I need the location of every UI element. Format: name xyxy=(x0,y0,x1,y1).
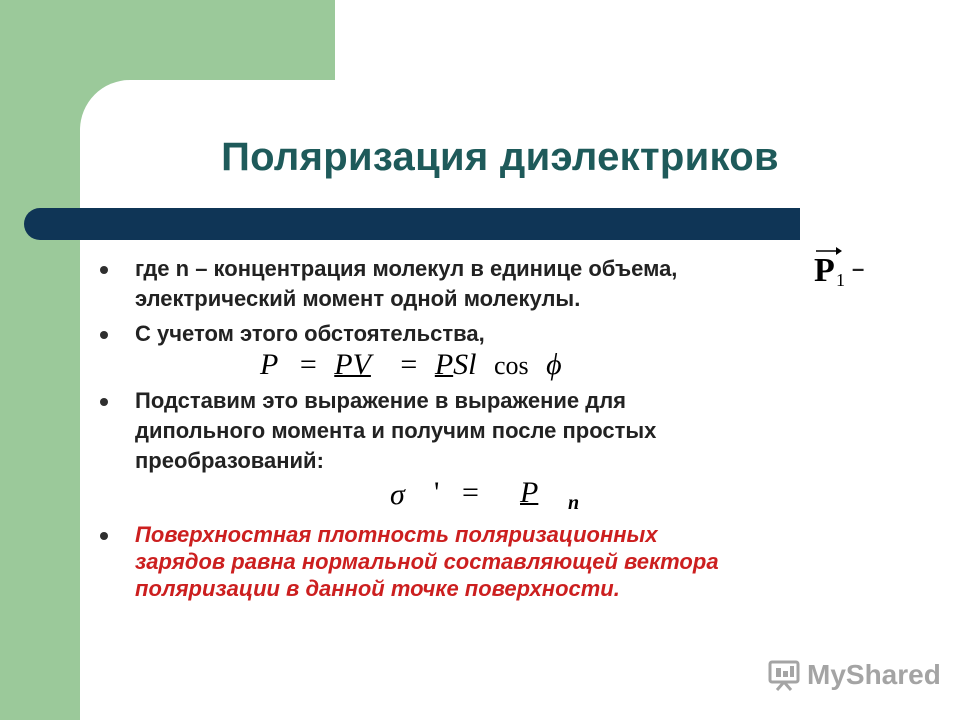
formula-phi: ϕ xyxy=(546,348,562,381)
formula-p-bar: P xyxy=(434,348,454,381)
myshared-watermark xyxy=(767,655,941,695)
watermark-text: MyShared xyxy=(807,659,941,690)
bullet-dot xyxy=(100,398,112,410)
vector-p-subscript: 1 xyxy=(836,270,845,290)
bullet1-dash: – xyxy=(852,256,865,281)
formula-prime: ' xyxy=(434,476,440,509)
presentation-board-icon xyxy=(767,658,801,692)
bullet4-line2: зарядов равна нормальной составляющей вектора xyxy=(135,549,719,574)
formula-polarization xyxy=(260,348,562,384)
title-underline-bar xyxy=(24,208,800,240)
formula-p: P xyxy=(520,476,539,509)
bullet4-line3: поляризации в данной точке поверхности. xyxy=(135,576,620,601)
bullet-dot xyxy=(100,532,112,544)
bullet2-text: С учетом этого обстоятельства, xyxy=(135,321,485,346)
bullet3-line3: преобразований: xyxy=(135,448,324,473)
formula-cos: cos xyxy=(494,351,529,380)
bullet1-line1: где n – концентрация молекул в единице объема, xyxy=(135,256,678,281)
formula-equals: = xyxy=(299,348,317,381)
bullet4-line1: Поверхностная плотность поляризационных xyxy=(135,522,658,547)
slide-title: Поляризация диэлектриков xyxy=(221,135,779,179)
background-green-strip xyxy=(0,0,80,720)
formula-equals: = xyxy=(400,348,418,381)
bullet-dot xyxy=(100,331,112,343)
formula-subscript-n: n xyxy=(568,492,580,514)
bullet3-line2: дипольного момента и получим после простых xyxy=(135,418,657,443)
vector-p-letter: P xyxy=(814,252,835,289)
formula-sigma: σ xyxy=(390,478,405,511)
formula-pv: PV xyxy=(334,348,371,381)
vector-p1-formula xyxy=(812,246,848,292)
bullet3-line1: Подставим это выражение в выражение для xyxy=(135,388,627,413)
formula-surface-density xyxy=(390,476,590,516)
formula-equals: = xyxy=(462,476,479,509)
formula-sl: Sl xyxy=(453,348,477,381)
bullet-dot xyxy=(100,266,112,278)
bullet1-line2: электрический момент одной молекулы. xyxy=(135,286,581,311)
formula-p: P xyxy=(260,348,279,381)
